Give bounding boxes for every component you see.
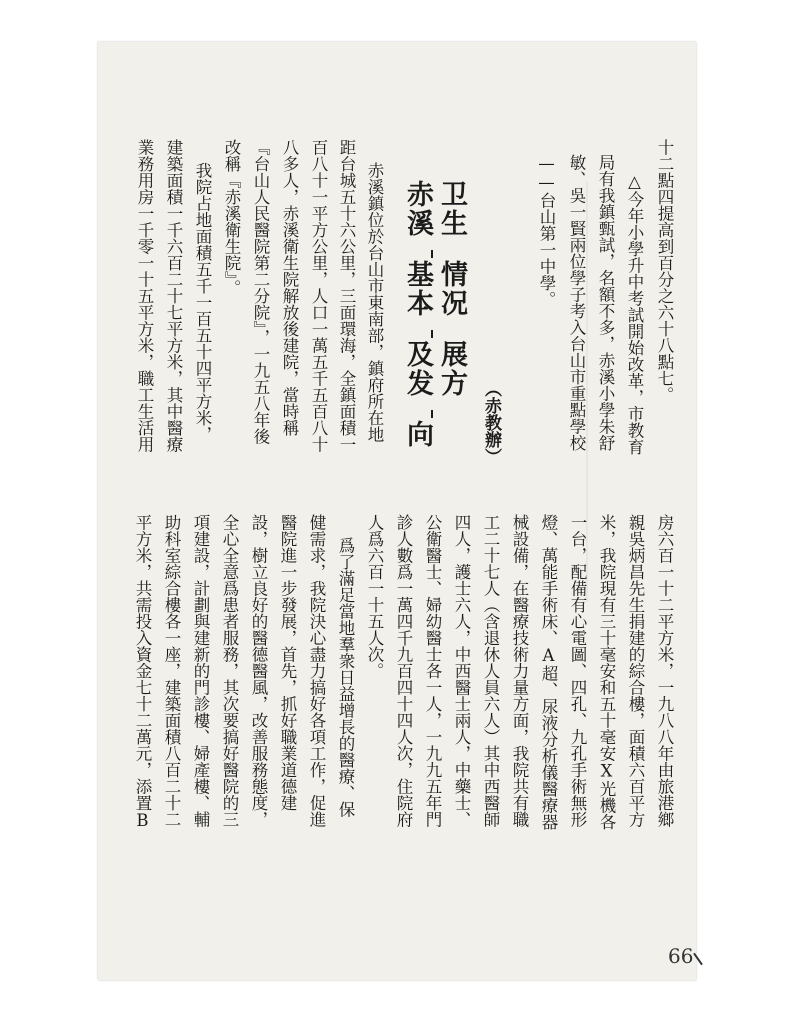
text-column: 親吳炳昌先生捐建的綜合樓，面積六百平方 <box>626 514 645 828</box>
text-column: 平方米，共需投入資金七十二萬元，添置B <box>133 514 152 830</box>
title-segment: 情况 <box>436 260 467 318</box>
text-column: 八多人，赤溪衛生院解放後建院，當時稱 <box>280 139 299 436</box>
text-column: 診人數爲一萬四千九百四十四人次，住院府 <box>394 514 413 828</box>
title-segment: 及发 <box>402 340 433 398</box>
text-column: 敏、吳一賢兩位學子考入台山市重點學校 <box>567 154 586 451</box>
title-segment: 向 <box>402 420 433 449</box>
text-column: △今年小學升中考試開始改革，市教育 <box>625 172 644 455</box>
text-column: 助科室綜合樓各一座，建築面積八百二十二 <box>162 514 181 828</box>
text-column: 『台山人民醫院第二分院』，一九五八年後 <box>251 139 270 445</box>
byline: （赤教辦） <box>481 380 501 465</box>
title-rule <box>431 250 433 258</box>
text-column: ——台山第一中學。 <box>537 154 556 308</box>
text-column: 我院占地面積五千一百五十四平方米， <box>193 162 212 443</box>
title-rule <box>431 410 433 418</box>
text-column: 十二點四提高到百分之六十八點七。 <box>655 139 674 403</box>
text-column: 四人，護士六人，中西醫士兩人，中藥士、 <box>452 514 471 828</box>
title-segment: 展方 <box>436 340 467 398</box>
text-column: 公衛醫士、婦幼醫士各一人，一九九五年門 <box>423 514 442 828</box>
text-column: 工二十七人（含退休人員六人）其中西醫師 <box>481 514 500 828</box>
text-column: 全心全意爲患者服務，其次要搞好醫院的三 <box>220 514 239 828</box>
text-column: 局有我鎮甄試，名額不多，赤溪小學朱舒 <box>596 154 615 451</box>
text-column: 一台，配備有心電圖、四孔、九孔手術無形 <box>568 514 587 828</box>
text-column: 醫院進一步發展，首先，抓好職業道德建 <box>278 514 297 811</box>
text-column: 距台城五十六公里，三面環海，全鎮面積一 <box>337 139 356 453</box>
page-number: 66 <box>668 944 694 968</box>
title-segment: 卫生 <box>436 180 467 238</box>
text-column: 健需求，我院決心盡力搞好各項工作，促進 <box>307 514 326 828</box>
text-column: 設，樹立良好的醫德醫風，改善服務態度， <box>249 514 268 828</box>
text-column: 赤溪鎮位於台山市東南部，鎮府所在地 <box>365 162 384 443</box>
text-column: 業務用房一千零一十五平方米，職工生活用 <box>135 139 154 453</box>
text-column: 械設備，在醫療技術力量方面，我院共有職 <box>510 514 529 828</box>
text-column: 房六百一十二平方米，一九八八年由旅港鄉 <box>655 514 674 828</box>
title-rule <box>431 330 433 338</box>
text-column: 百八十一平方公里，人口一萬五千五百八十 <box>309 139 328 453</box>
title-segment: 基本 <box>402 260 433 318</box>
text-column: 建築面積一千六百二十七平方米，其中醫療 <box>164 139 183 453</box>
pen-mark <box>693 953 703 966</box>
document-page <box>98 42 696 980</box>
title-segment: 赤溪 <box>402 180 433 238</box>
text-column: 改稱『赤溪衛生院』。 <box>222 139 241 296</box>
text-column: 燈、萬能手術床、A超、尿液分析儀醫療器 <box>539 514 558 830</box>
text-column: 人爲六百一十五人次。 <box>365 514 384 679</box>
text-column: 項建設，計劃與建新的門診樓、婦產樓、輔 <box>191 514 210 828</box>
text-column: 米，我院現有三十毫安和五十毫安X光機各 <box>597 514 616 830</box>
text-column: 爲了滿足當地羣衆日益增長的醫療、保 <box>336 537 355 818</box>
